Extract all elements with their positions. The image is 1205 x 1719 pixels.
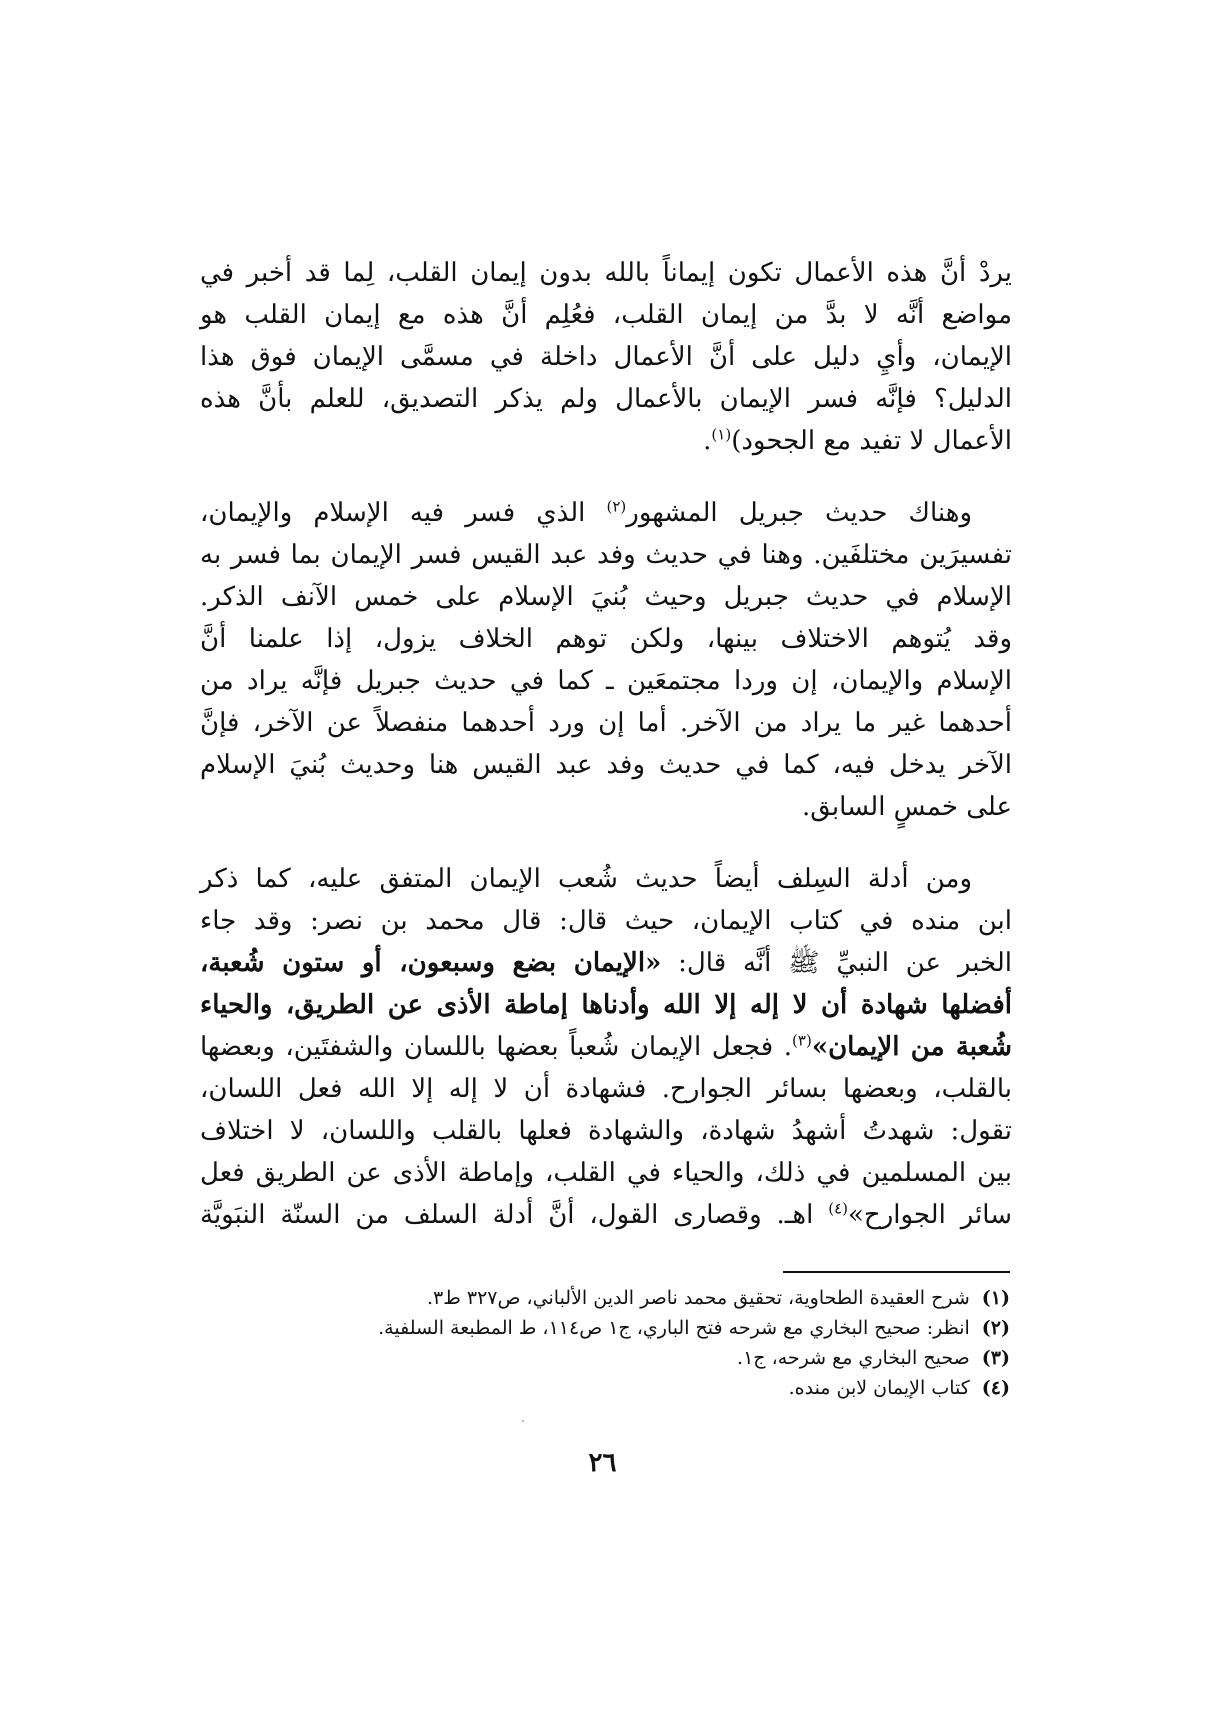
hadith-quote: أفضلها شهادة أن لا إله إلا الله وأدناها إماطة الأذى عن الطريق، والحياء	[200, 990, 1012, 1020]
footnote-item	[310, 1283, 1010, 1313]
text-line: على خمسٍ السابق.	[801, 792, 1012, 822]
hadith-quote: «الإيمان بضع وسبعون، أو ستون شُعبة،	[200, 948, 662, 978]
text-line: وقد يُتوهم الاختلاف بينها، ولكن توهم الخلاف يزول، إذا علمنا أنَّ	[200, 624, 1012, 654]
text-line: ومن أدلة السِلف أيضاً حديث شُعب الإيمان المتفق عليه، كما ذكر	[200, 864, 972, 894]
text-line: الدليل؟ فإنَّه فسر الإيمان بالأعمال ولم يذكر التصديق، للعلم بأنَّ هذه	[200, 384, 1012, 414]
text-line	[200, 492, 1012, 534]
text-line: الإسلام والإيمان، إن وردا مجتمعَين ـ كما في حديث جبريل فإنَّه يراد من	[200, 666, 1012, 696]
footnote-text: انظر: صحيح البخاري مع شرحه فتح الباري، ج١ ص١١٤، ط المطبعة السلفية.	[378, 1317, 970, 1339]
footnote-text: كتاب الإيمان لابن منده.	[788, 1377, 970, 1399]
text-span: الخبر عن النبيِّ ﷺ أنَّه قال:	[661, 948, 1012, 978]
text-line	[200, 1026, 1012, 1068]
text-line	[200, 942, 1012, 984]
text-span: سائر الجوارح»	[848, 1200, 1012, 1230]
main-text	[200, 252, 1012, 1236]
footnote-number: (٣)	[981, 1347, 1010, 1369]
footnote-number: (١)	[981, 1287, 1010, 1309]
footnote-text: صحيح البخاري مع شرحه، ج١.	[737, 1347, 970, 1369]
text-line: بين المسلمين في ذلك، والحياء في القلب، وإماطة الأذى عن الطريق فعل	[200, 1158, 1012, 1188]
footnote-ref: (١)	[711, 425, 732, 444]
text-span: الذي فسر فيه الإسلام والإيمان،	[200, 498, 607, 528]
text-line: يردْ أنَّ هذه الأعمال تكون إيماناً بالله بدون إيمان القلب، لِما قد أخبر في	[200, 258, 1013, 288]
footnote-ref: (٤)	[828, 1199, 848, 1218]
text-line: الإسلام في حديث جبريل وحيث بُنيَ الإسلام على خمس الآنف الذكر.	[200, 582, 1012, 612]
text-line: تفسيرَين مختلفَين. وهنا في حديث وفد عبد القيس فسر الإيمان بما فسر به	[200, 540, 1012, 570]
text-line: تقول: شهدتُ أشهدُ شهادة، والشهادة فعلها بالقلب واللسان، لا اختلاف	[200, 1116, 1012, 1146]
footnote-ref: (٣)	[792, 1031, 812, 1050]
paragraph-2	[200, 492, 1012, 828]
footnote-item	[310, 1373, 1010, 1403]
text-line: الآخر يدخل فيه، كما في حديث وفد عبد القيس هنا وحديث بُنيَ الإسلام	[200, 750, 1012, 780]
text-line	[200, 1194, 1012, 1236]
footnotes	[310, 1283, 1010, 1403]
paragraph-1	[200, 252, 1012, 462]
paragraph-3	[200, 858, 1012, 1236]
text-span: اهـ. وقصارى القول، أنَّ أدلة السلف من السنّة النبَويَّة	[200, 1200, 829, 1230]
text-span: . فجعل الإيمان شُعباً بعضها باللسان والشفتَين، وبعضها	[200, 1032, 793, 1062]
footnote-item	[310, 1343, 1010, 1373]
text-line	[200, 420, 1012, 462]
text-span: الأعمال لا تفيد مع الجحود)	[731, 426, 1012, 456]
page-number: ٢٦	[588, 1448, 617, 1478]
text-line: مواضع أنَّه لا بدَّ من إيمان القلب، فعُلِم أنَّ هذه مع إيمان القلب هو	[200, 300, 1012, 330]
footnote-number: (٤)	[981, 1377, 1010, 1399]
text-span: .	[703, 426, 712, 456]
text-line: ابن منده في كتاب الإيمان، حيث قال: قال محمد بن نصر: وقد جاء	[200, 906, 1012, 936]
footnote-ref: (٢)	[606, 497, 627, 516]
footnote-text: شرح العقيدة الطحاوية، تحقيق محمد ناصر الدين الألباني، ص٣٢٧ ط٣.	[427, 1287, 970, 1309]
scan-speck	[522, 1420, 524, 1422]
text-line: الإيمان، وأيِ دليل على أنَّ الأعمال داخلة في مسمَّى الإيمان فوق هذا	[200, 342, 1012, 372]
footnote-divider	[783, 1271, 1010, 1273]
text-line: بالقلب، وبعضها بسائر الجوارح. فشهادة أن لا إله إلا الله فعل اللسان،	[200, 1074, 1012, 1104]
footnote-number: (٢)	[981, 1317, 1010, 1339]
text-line: أحدهما غير ما يراد من الآخر. أما إن ورد أحدهما منفصلاً عن الآخر، فإنَّ	[200, 708, 1012, 738]
hadith-quote: شُعبة من الإيمان»	[811, 1032, 1012, 1062]
footnote-item	[310, 1313, 1010, 1343]
text-span: وهناك حديث جبريل المشهور	[626, 498, 972, 528]
